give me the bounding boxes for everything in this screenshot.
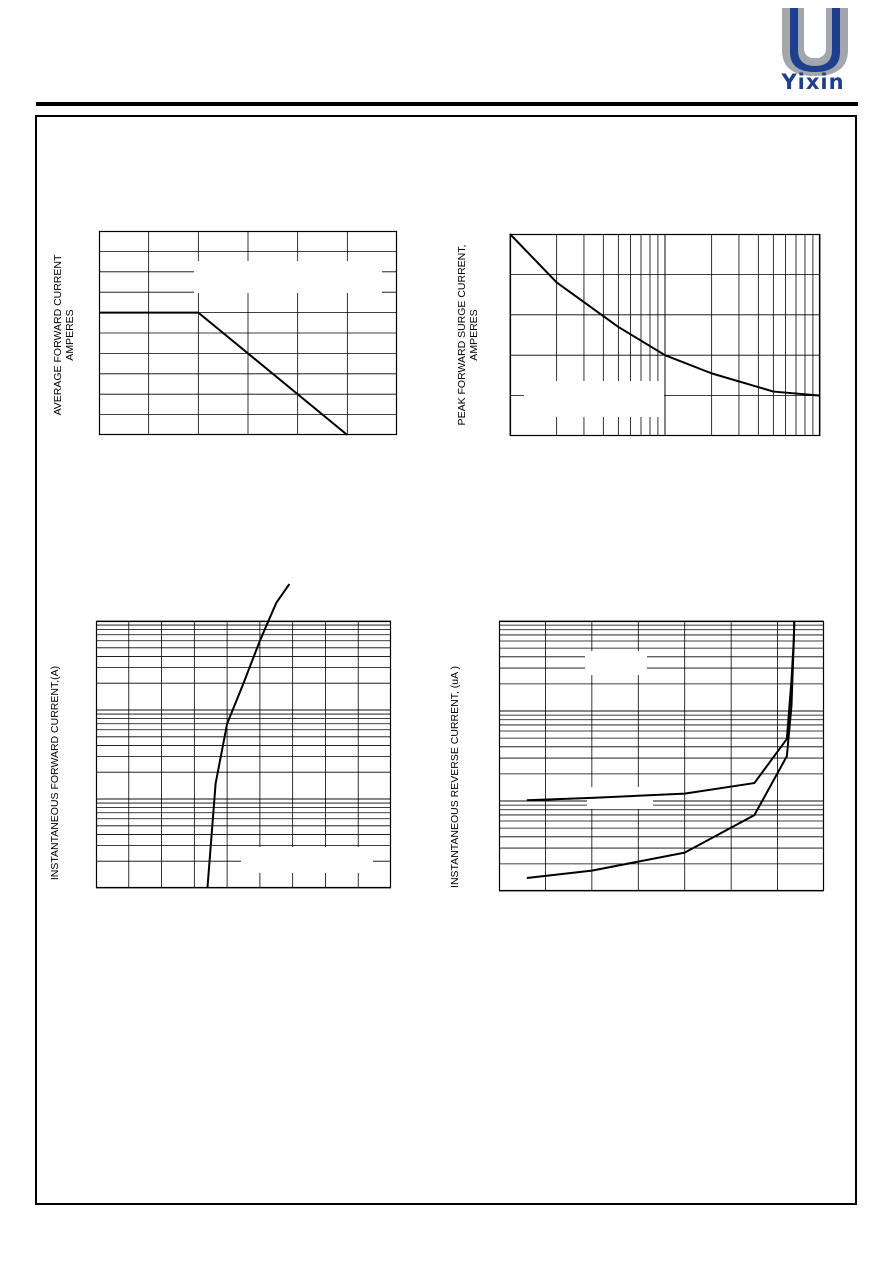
chart1-ylabel-line1: AVERAGE FORWARD CURRENT xyxy=(52,254,64,416)
chart3-ylabel xyxy=(49,648,63,898)
chart2-label-area xyxy=(524,381,664,417)
chart2-ylabel xyxy=(456,215,482,455)
brand-name: Yixin xyxy=(781,70,845,94)
chart2-ylabel-line1: PEAK FORWARD SURGE CURRENT, xyxy=(456,244,468,426)
chart3-forward-characteristics xyxy=(96,621,391,888)
chart2-ylabel-line2: AMPERES xyxy=(468,309,480,361)
header-divider xyxy=(36,102,858,106)
chart4-ylabel xyxy=(449,652,463,902)
chart4-ylabel-line1: INSTANTANEOUS REVERSE CURRENT, (uA ) xyxy=(449,666,461,888)
chart2-surge xyxy=(510,234,820,436)
chart1-ylabel xyxy=(52,215,78,455)
chart1-derating xyxy=(99,231,397,435)
chart4-reverse-characteristics xyxy=(499,621,824,891)
chart3-ylabel-line1: INSTANTANEOUS FORWARD CURRENT,(A) xyxy=(49,665,61,881)
chart4-series-line-1 xyxy=(527,621,794,878)
chart1-ylabel-line2: AMPERES xyxy=(64,309,76,361)
chart3-label-area xyxy=(241,847,373,873)
chart4-label-area-upper xyxy=(585,651,647,675)
chart1-label-area xyxy=(194,261,382,293)
